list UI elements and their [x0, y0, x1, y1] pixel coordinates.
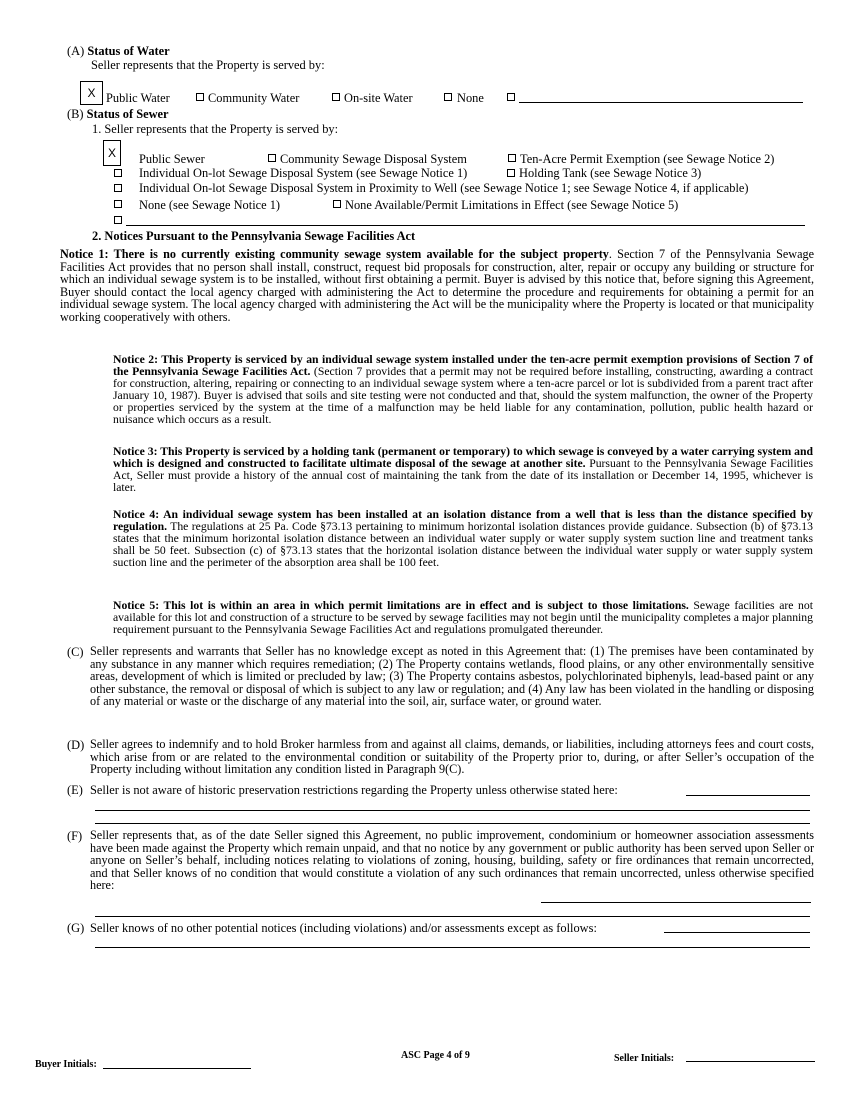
clause-d: Seller agrees to indemnify and to hold Broker harmless from and against all claims, demands, or liabilities, including attorneys fees and court costs, which arise from or are related to the environmental condition or suitability of the Property prior to, during, or after Seller’s occupation of the Property including without limitation any condition listed in Paragraph 9(C). — [90, 737, 814, 777]
no-sewer-label: None (see Sewage Notice 1) — [139, 198, 281, 212]
clause-e-input-2[interactable] — [95, 810, 810, 811]
buyer-initials-input[interactable] — [103, 1068, 251, 1069]
public-sewer-label: Public Sewer — [139, 152, 205, 166]
water-heading: (A) Status of Water — [67, 44, 170, 58]
ten-acre-checkbox[interactable] — [508, 154, 516, 162]
onlot-checkbox[interactable] — [114, 169, 122, 177]
sewer-heading: (B) Status of Sewer — [67, 107, 169, 121]
public-sewer-checkbox[interactable]: X — [103, 140, 121, 166]
public-water-checkbox[interactable]: X — [80, 81, 103, 105]
clause-e-letter: (E) — [67, 783, 83, 797]
public-water-label: Public Water — [106, 91, 170, 105]
none-available-checkbox[interactable] — [333, 200, 341, 208]
notice-1: Notice 1: There is no currently existing community sewage system available for the subject property. Section 7 of the Pennsylvania Sewage Facilities Act provides that no person shall install, construct, request bid proposals for construction, alter, repair or occupy any building or structure for which an individual sewage system is to be installed, without first obtaining a permit. Buyer is advised by this notice that, before signing this Agreement, Buyer should contact the local agency charged with administering the Act to determine the procedure and requirements for obtaining a permit for an individual sewage system. The local agency charged with administering the Act will be the municipality where the Property is located or that municipality working cooperatively with others. — [60, 247, 814, 324]
sewer-item-2: 2. Notices Pursuant to the Pennsylvania Sewage Facilities Act — [92, 229, 416, 243]
clause-g-input-1[interactable] — [664, 932, 810, 933]
seller-initials-label: Seller Initials: — [614, 1053, 675, 1064]
clause-e-input-3[interactable] — [95, 823, 810, 824]
buyer-initials-label: Buyer Initials: — [35, 1059, 97, 1070]
other-water-input[interactable] — [519, 102, 803, 103]
notice-4: Notice 4: An individual sewage system has been installed at an isolation distance from a well that is less than the distance specified by regulation. The regulations at 25 Pa. Code §73.13 pertaining to minimum horizontal isolation distances provide guidance. Subsection (b) of §73.13 states that the minimum horizontal isolation distance between an individual water supply or water supply system suction line and treatment tanks shall be 50 feet. Subsection (c) of §73.13 states that the horizontal isolation distance between the individual water supply or water supply system suction line and the perimeter of the absorption area shall be 100 feet. — [113, 508, 813, 570]
clause-g-input-2[interactable] — [95, 947, 810, 948]
community-sewage-label: Community Sewage Disposal System — [280, 152, 467, 166]
clause-f-input-2[interactable] — [95, 916, 810, 917]
community-sewage-checkbox[interactable] — [268, 154, 276, 162]
notice-2: Notice 2: This Property is serviced by an individual sewage system installed under the ten-acre permit exemption provisions of Section 7 of the Pennsylvania Sewage Facilities Act. (Section 7 provides that a permit may not be required before installing, constructing, awarding a contract for construction, altering, repairing or connecting to an individual sewage system where a ten-acre parcel or lot is subdivided from a parent tract after January 10, 1987). Buyer is advised that soils and site testing were not conducted and that, should the system malfunction, the owner of the Property or properties serviced by the system at the time of a malfunction may be held liable for any contamination, pollution, public health hazard or nuisance which occurs as a result. — [113, 353, 813, 427]
none-available-label: None Available/Permit Limitations in Effect (see Sewage Notice 5) — [345, 198, 679, 212]
clause-f-input-1[interactable] — [541, 902, 811, 903]
onlot-label: Individual On-lot Sewage Disposal System (see Sewage Notice 1) — [139, 166, 468, 180]
seller-initials-input[interactable] — [686, 1061, 815, 1062]
clause-e: Seller is not aware of historic preservation restrictions regarding the Property unless otherwise stated here: — [90, 783, 618, 797]
ten-acre-label: Ten-Acre Permit Exemption (see Sewage Notice 2) — [520, 152, 775, 166]
proximity-well-checkbox[interactable] — [114, 184, 122, 192]
clause-g: Seller knows of no other potential notices (including violations) and/or assessments except as follows: — [90, 921, 597, 935]
onsite-water-label: On-site Water — [344, 91, 413, 105]
holding-tank-label: Holding Tank (see Sewage Notice 3) — [519, 166, 702, 180]
other-water-checkbox[interactable] — [507, 93, 515, 101]
no-water-label: None — [457, 91, 484, 105]
other-sewer-checkbox[interactable] — [114, 216, 122, 224]
community-water-checkbox[interactable] — [196, 93, 204, 101]
holding-tank-checkbox[interactable] — [507, 169, 515, 177]
notice-3: Notice 3: This Property is serviced by a holding tank (permanent or temporary) to which sewage is conveyed by a water carrying system and which is designed and constructed to facilitate ultimate disposal of the sewage at another site. Pursuant to the Pennsylvania Sewage Facilities Act, Seller must provide a history of the annual cost of maintaining the tank from the date of its installation or December 14, 1995, whichever is later. — [113, 445, 814, 495]
notice-5: Notice 5: This lot is within an area in which permit limitations are in effect and is subject to those limitations. Sewage facilities are not available for this lot and construction of a structure to be served by sewage facilities may not begin until the municipality completes a major planning requirement pursuant to the Pennsylvania Sewage Facilities Act and regulations promulgated thereunder. — [113, 599, 813, 637]
clause-g-letter: (G) — [67, 921, 85, 935]
page-number: ASC Page 4 of 9 — [401, 1050, 470, 1061]
proximity-well-label: Individual On-lot Sewage Disposal System in Proximity to Well (see Sewage Notice 1; see Sewage Notice 4, if applicable) — [139, 181, 749, 195]
water-intro: Seller represents that the Property is served by: — [91, 58, 325, 72]
other-sewer-input[interactable] — [126, 225, 805, 226]
clause-e-input-1[interactable] — [686, 795, 810, 796]
onsite-water-checkbox[interactable] — [332, 93, 340, 101]
clause-c-letter: (C) — [67, 645, 84, 659]
clause-f: Seller represents that, as of the date Seller signed this Agreement, no public improvement, condominium or homeowner association assessments have been made against the Property which remain unpaid, and that no notice by any government or public authority has been served upon Seller or anyone on Seller’s behalf, including notices relating to violations of zoning, housing, building, safety or fire ordinances that remain uncorrected, and that Seller knows of no condition that would constitute a violation of any such ordinances that remain uncorrected, unless otherwise specified here: — [90, 828, 814, 893]
no-sewer-checkbox[interactable] — [114, 200, 122, 208]
no-water-checkbox[interactable] — [444, 93, 452, 101]
clause-d-letter: (D) — [67, 738, 85, 752]
sewer-item-1: 1. Seller represents that the Property is served by: — [92, 122, 339, 136]
community-water-label: Community Water — [208, 91, 300, 105]
clause-f-letter: (F) — [67, 829, 83, 843]
clause-c: Seller represents and warrants that Seller has no knowledge except as noted in this Agreement that: (1) The premises have been contaminated by any substance in any manner which requires remediation; (2) The Property contains wetlands, flood plains, or any other environmentally sensitive areas, development of which is limited or precluded by law; (3) The Property contains asbestos, polychlorinated biphenyls, lead-based paint or any other substance, the removal or disposal of which is subject to any law or regulation; and (4) Any law has been violated in the handling or disposing of any material or waste or the discharge of any material into the soil, air, surface water, or ground water. — [90, 644, 814, 709]
